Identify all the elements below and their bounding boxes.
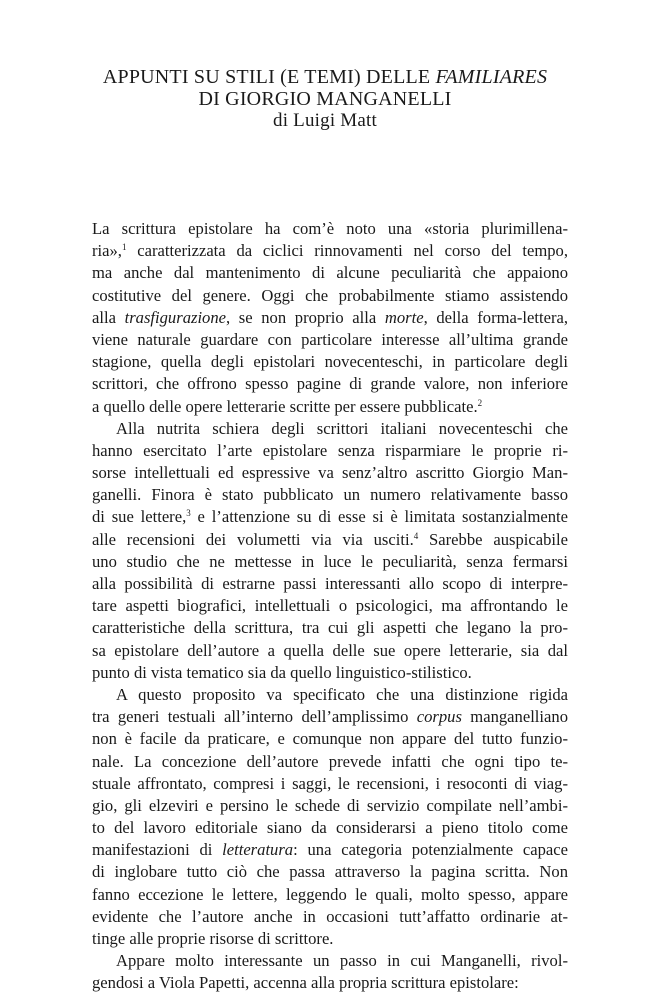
text-line	[92, 573, 568, 595]
text-line	[92, 396, 568, 418]
text-run: gio, gli elzeviri e persino le schede di servizio compilate nell’ambi-	[92, 795, 568, 815]
text-line	[92, 972, 568, 994]
text-run: costitutive del genere. Oggi che probabilmente stiamo assistendo	[92, 285, 568, 305]
text-run: to del lavoro editoriale siano da considerarsi a pieno titolo come	[92, 818, 568, 838]
text-line	[92, 262, 568, 284]
text-run: alla	[92, 307, 125, 327]
text-run: manganelliano	[461, 707, 568, 727]
title-italic-word: FAMILIARES	[435, 66, 548, 88]
text-line	[92, 906, 568, 928]
text-line	[92, 373, 568, 395]
text-line	[92, 484, 568, 506]
text-run: hanno esercitato l’arte epistolare senza risparmiare le proprie ri-	[92, 440, 568, 460]
text-run: tinge alle proprie risorse di scrittore.	[92, 929, 334, 948]
text-line	[92, 640, 568, 662]
text-line	[92, 462, 568, 484]
text-run: manifestazioni di	[92, 840, 223, 860]
text-run: tare aspetti biografici, intellettuali o psicologici, ma affrontando le	[92, 596, 568, 616]
footnote-ref: 1	[121, 242, 127, 253]
text-run: non è facile da praticare, e comunque non appare del tutto funzio-	[92, 729, 568, 749]
text-run: stuale affrontato, compresi i saggi, le recensioni, i resoconti di viag-	[92, 773, 568, 793]
text-run: alla possibilità di estrarne passi interessanti allo scopo di interpre-	[92, 574, 568, 593]
footnote-ref: 3	[186, 508, 191, 519]
text-line	[92, 773, 568, 795]
text-line	[92, 218, 568, 240]
text-run: : una categoria potenzialmente capace	[293, 840, 569, 860]
article-title-line-2: DI GIORGIO MANGANELLI	[198, 88, 452, 110]
text-run: La scrittura epistolare ha com’è noto una «storia plurimillena-	[92, 219, 568, 238]
text-line	[92, 751, 568, 773]
text-run: e l’attenzione su di esse si è limitata sostanzialmente	[190, 507, 568, 527]
text-run: sa epistolare dell’autore a quella delle sue opere letterarie, sia dal	[92, 640, 568, 660]
text-run: fanno eccezione le lettere, leggendo le quali, molto spesso, appare	[92, 884, 568, 904]
text-line	[92, 928, 568, 950]
text-run: , se non proprio alla	[226, 307, 385, 327]
italic-text: morte	[384, 307, 424, 327]
text-run: di sue lettere,	[92, 507, 187, 527]
text-line	[92, 551, 568, 573]
text-run: nale. La concezione dell’autore prevede infatti che ogni tipo te-	[92, 751, 568, 771]
text-line	[92, 662, 568, 684]
text-line	[92, 307, 568, 329]
text-run: caratteristiche della scrittura, tra cui gli aspetti che legano la pro-	[92, 618, 568, 638]
text-run: alle recensioni dei volumetti via via usciti.	[92, 529, 414, 549]
text-run: ria»,	[92, 241, 122, 261]
text-line	[92, 329, 568, 351]
text-line	[92, 595, 568, 617]
text-run: scrittori, che offrono spesso pagine di grande valore, non inferiore	[92, 374, 568, 394]
text-line	[92, 418, 568, 440]
text-line	[92, 240, 568, 262]
footnote-ref: 4	[413, 530, 419, 541]
text-line	[92, 440, 568, 462]
text-line	[92, 950, 568, 972]
text-line	[92, 684, 568, 706]
text-run: sorse intellettuali ed espressive va senz’altro ascritto Giorgio Man-	[92, 463, 568, 483]
italic-text: letteratura	[222, 840, 294, 860]
text-run: punto di vista tematico sia da quello linguistico-stilistico.	[92, 662, 472, 682]
text-run: ganelli. Finora è stato pubblicato un numero relativamente basso	[92, 485, 568, 505]
text-run: ma anche dal mantenimento di alcune peculiarità che appaiono	[92, 263, 568, 283]
title-prefix: APPUNTI SU STILI (E TEMI) DELLE	[102, 66, 436, 88]
italic-text: trasfigurazione	[124, 307, 227, 327]
text-run: Appare molto interessante un passo in cui Manganelli, rivol-	[116, 951, 568, 971]
text-run: di inglobare tutto ciò che passa attraverso la pagina scritta. Non	[92, 862, 568, 882]
article-header	[0, 66, 650, 132]
article-title-line-1	[0, 66, 650, 88]
text-line	[92, 884, 568, 906]
text-run: viene naturale guardare con particolare interesse all’ultima grande	[92, 329, 568, 349]
footnote-ref: 2	[477, 397, 483, 408]
text-line	[92, 795, 568, 817]
text-run: caratterizzata da ciclici rinnovamenti nel corso del tempo,	[126, 241, 568, 261]
text-run: stagione, quella degli epistolari novecenteschi, in particolare degli	[92, 352, 568, 372]
text-line	[92, 529, 568, 551]
text-run: uno studio che ne mettesse in luce le peculiarità, senza fermarsi	[92, 551, 568, 571]
text-line	[92, 861, 568, 883]
text-line	[92, 728, 568, 750]
text-run: A questo proposito va specificato che una distinzione rigida	[116, 684, 568, 704]
italic-text: corpus	[416, 707, 462, 727]
text-line	[92, 617, 568, 639]
article-author: di Luigi Matt	[273, 110, 377, 131]
text-run: tra generi testuali all’interno dell’amplissimo	[92, 707, 417, 727]
text-run: Alla nutrita schiera degli scrittori italiani novecenteschi che	[116, 418, 568, 438]
text-line	[92, 706, 568, 728]
text-run: gendosi a Viola Papetti, accenna alla propria scrittura epistolare:	[92, 973, 519, 993]
text-run: evidente che l’autore anche in occasioni tutt’affatto ordinarie at-	[92, 906, 568, 926]
body-text	[92, 218, 568, 995]
text-line	[92, 351, 568, 373]
text-line	[92, 817, 568, 839]
text-run: a quello delle opere letterarie scritte per essere pubblicate.	[92, 396, 478, 416]
text-line	[92, 506, 568, 528]
text-line	[92, 285, 568, 307]
text-run: , della forma-lettera,	[423, 307, 568, 327]
text-line	[92, 839, 568, 861]
text-run: Sarebbe auspicabile	[418, 529, 568, 549]
